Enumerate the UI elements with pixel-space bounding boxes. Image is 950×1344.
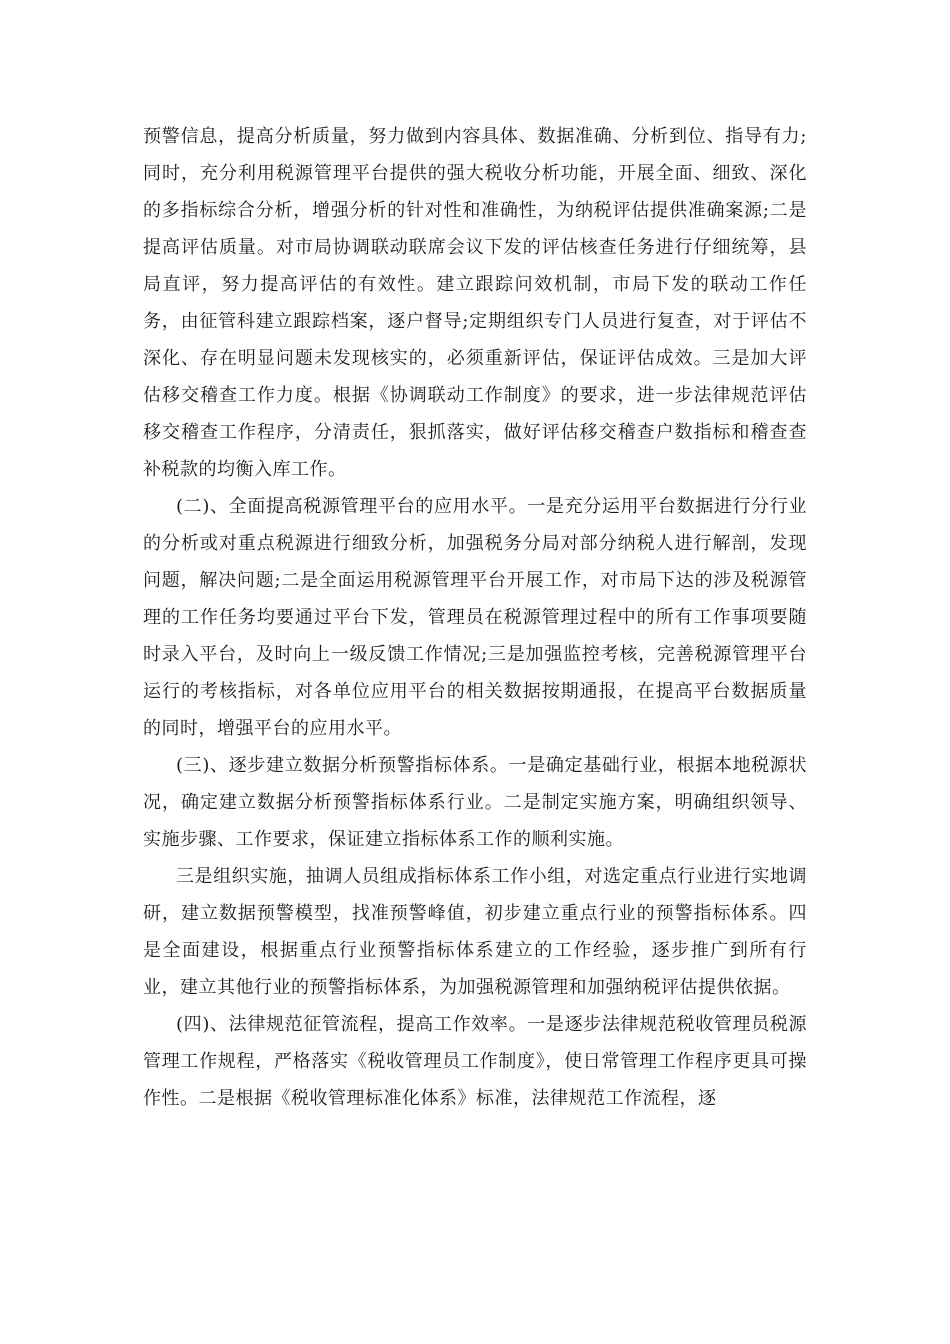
paragraph-warning-index-system: (三)、逐步建立数据分析预警指标体系。一是确定基础行业，根据本地税源状况，确定建立数据分析预警指标体系行业。二是制定实施方案，明确组织领导、实施步骤、工作要求，保证建立指标体系工作的顺利实施。 [143,755,807,850]
paragraph-standardize-workflow: (四)、法律规范征管流程，提高工作效率。一是逐步法律规范税收管理员税源管理工作规程，严格落实《税收管理员工作制度》，使日常管理工作程序更具可操作性。二是根据《税收管理标准化体系》标准，法律规范工作流程，逐 [143,1014,807,1109]
paragraph-platform-application: (二)、全面提高税源管理平台的应用水平。一是充分运用平台数据进行分行业的分析或对重点税源进行细致分析，加强税务分局对部分纳税人进行解剖，发现问题，解决问题;二是全面运用税源管理平台开展工作，对市局下达的涉及税源管理的工作任务均要通过平台下发，管理员在税源管理过程中的所有工作事项要随时录入平台，及时向上一级反馈工作情况;三是加强监控考核，完善税源管理平台运行的考核指标，对各单位应用平台的相关数据按期通报，在提高平台数据质量的同时，增强平台的应用水平。 [143,496,807,739]
paragraph-analysis-and-assessment: 预警信息，提高分析质量，努力做到内容具体、数据准确、分析到位、指导有力;同时，充分利用税源管理平台提供的强大税收分析功能，开展全面、细致、深化的多指标综合分析，增强分析的针对性和准确性，为纳税评估提供准确案源;二是提高评估质量。对市局协调联动联席会议下发的评估核查任务进行仔细统筹，县局直评，努力提高评估的有效性。建立跟踪问效机制，市局下发的联动工作任务，由征管科建立跟踪档案，逐户督导;定期组织专门人员进行复查，对于评估不深化、存在明显问题未发现核实的，必须重新评估，保证评估成效。三是加大评估移交稽查工作力度。根据《协调联动工作制度》的要求，进一步法律规范评估移交稽查工作程序，分清责任，狠抓落实，做好评估移交稽查户数指标和稽查查补税款的均衡入库工作。 [143,126,807,480]
paragraph-implementation-steps: 三是组织实施，抽调人员组成指标体系工作小组，对选定重点行业进行实地调研，建立数据预警模型，找准预警峰值，初步建立重点行业的预警指标体系。四是全面建设，根据重点行业预警指标体系建立的工作经验，逐步推广到所有行业，建立其他行业的预警指标体系，为加强税源管理和加强纳税评估提供依据。 [143,866,807,998]
document-body [143,118,807,1117]
